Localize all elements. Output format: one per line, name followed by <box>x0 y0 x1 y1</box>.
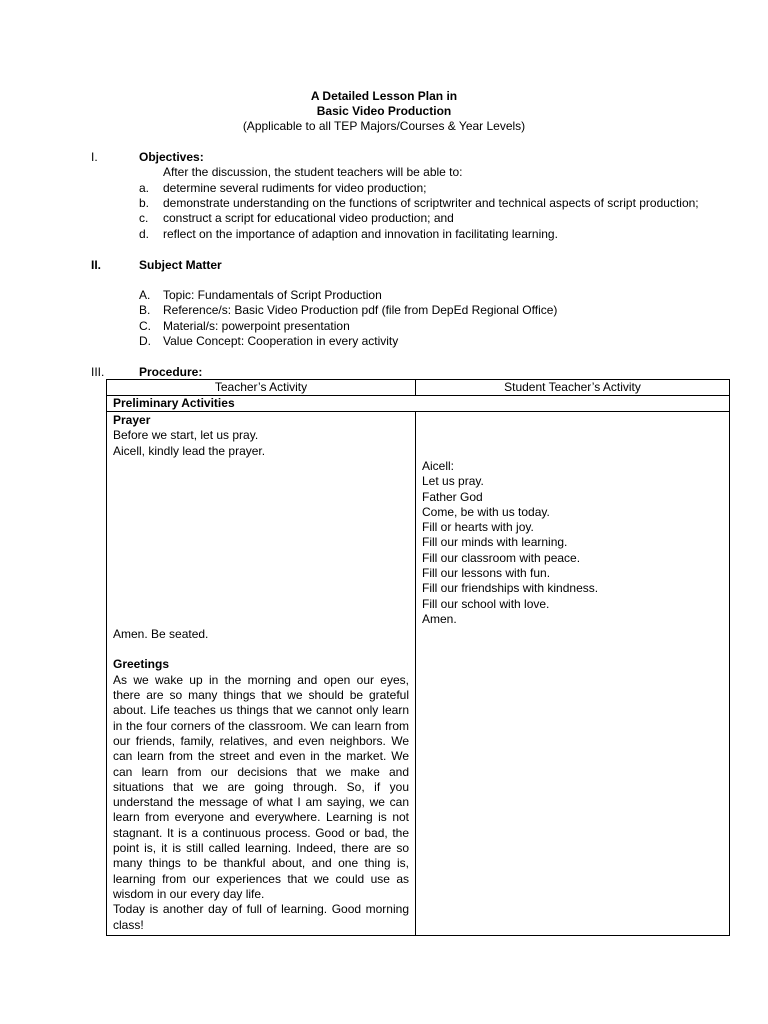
subject-marker: D. <box>139 334 151 348</box>
prayer-heading: Prayer <box>113 413 151 427</box>
greetings-closing: Today is another day of full of learning. Good morning class! <box>113 902 409 932</box>
procedure-numeral: III. <box>91 365 105 379</box>
student-line: Come, be with us today. <box>422 504 550 519</box>
column-header-student: Student Teacher’s Activity <box>416 380 730 396</box>
student-line: Let us pray. <box>422 474 484 489</box>
objective-item <box>139 211 454 226</box>
subject-marker: B. <box>139 303 151 317</box>
objective-item <box>139 227 558 242</box>
subject-matter-heading: Subject Matter <box>139 258 222 272</box>
student-activity-cell <box>416 412 730 936</box>
subject-matter-numeral: II. <box>91 258 102 272</box>
subject-item <box>139 319 350 334</box>
table-header-row <box>107 380 730 396</box>
objective-marker: c. <box>139 211 149 225</box>
subject-item <box>139 288 382 303</box>
procedure-heading: Procedure: <box>139 365 203 379</box>
subject-text: Reference/s: Basic Video Production pdf (file from DepEd Regional Office) <box>163 303 558 317</box>
objectives-intro: After the discussion, the student teachers will be able to: <box>163 165 463 179</box>
column-header-teacher: Teacher’s Activity <box>107 380 416 396</box>
table-row <box>107 412 730 936</box>
subject-marker: C. <box>139 319 151 333</box>
procedure-table <box>106 379 730 936</box>
student-line: Father God <box>422 489 483 504</box>
teacher-line: Aicell, kindly lead the prayer. <box>113 443 266 458</box>
objective-text: demonstrate understanding on the functions of scriptwriter and technical aspects of script production; <box>163 196 699 210</box>
subject-text: Material/s: powerpoint presentation <box>163 319 350 333</box>
objectives-numeral: I. <box>91 150 98 164</box>
teacher-line: Before we start, let us pray. <box>113 428 259 443</box>
applicability-note: (Applicable to all TEP Majors/Courses & Year Levels) <box>242 119 526 133</box>
subject-item <box>139 303 557 318</box>
document-subtitle: Basic Video Production <box>316 104 452 118</box>
document-title: A Detailed Lesson Plan in <box>310 89 458 103</box>
student-line: Fill our classroom with peace. <box>422 550 581 565</box>
student-line: Fill or hearts with joy. <box>422 520 534 535</box>
objective-text: construct a script for educational video production; and <box>163 211 454 225</box>
subject-item <box>139 334 398 349</box>
teacher-activity-cell <box>107 412 416 936</box>
student-line: Fill our school with love. <box>422 596 550 611</box>
student-line: Amen. <box>422 611 457 626</box>
student-line: Fill our friendships with kindness. <box>422 581 599 596</box>
student-line: Aicell: <box>422 459 455 473</box>
student-line: Fill our lessons with fun. <box>422 566 551 581</box>
objective-text: determine several rudiments for video production; <box>163 181 427 195</box>
preliminary-row <box>107 396 730 412</box>
subject-text: Value Concept: Cooperation in every activity <box>163 334 399 348</box>
objective-marker: d. <box>139 227 150 241</box>
objectives-heading: Objectives: <box>139 150 204 164</box>
objective-marker: a. <box>139 181 150 195</box>
student-line: Fill our minds with learning. <box>422 535 568 550</box>
greetings-heading: Greetings <box>113 657 170 672</box>
objective-item <box>139 181 426 196</box>
prayer-closing: Amen. Be seated. <box>113 626 209 641</box>
preliminary-activities-label: Preliminary Activities <box>107 396 730 412</box>
greetings-paragraph: As we wake up in the morning and open our eyes, there are so many things that we should be grateful about. Life teaches us things that we cannot only learn in the four corners of the classroom. We can learn from our friends, family, relatives, and even neighbors. We can learn from the street and even in the market. We can learn from our decisions that we make and situations that we are going through. So, if you understand the message of what I am saying, we can learn from everyone and everywhere. Learning is not stagnant. It is a continuous process. Good or bad, the point is, it is still called learning. Indeed, there are so many things to be thankful about, and one thing is, learning from our experiences that we could use as wisdom in our every day life. <box>113 672 409 901</box>
subject-marker: A. <box>139 288 151 302</box>
objective-marker: b. <box>139 196 150 210</box>
objective-item <box>139 196 699 211</box>
subject-text: Topic: Fundamentals of Script Production <box>163 288 382 302</box>
objective-text: reflect on the importance of adaption and innovation in facilitating learning. <box>163 227 558 241</box>
